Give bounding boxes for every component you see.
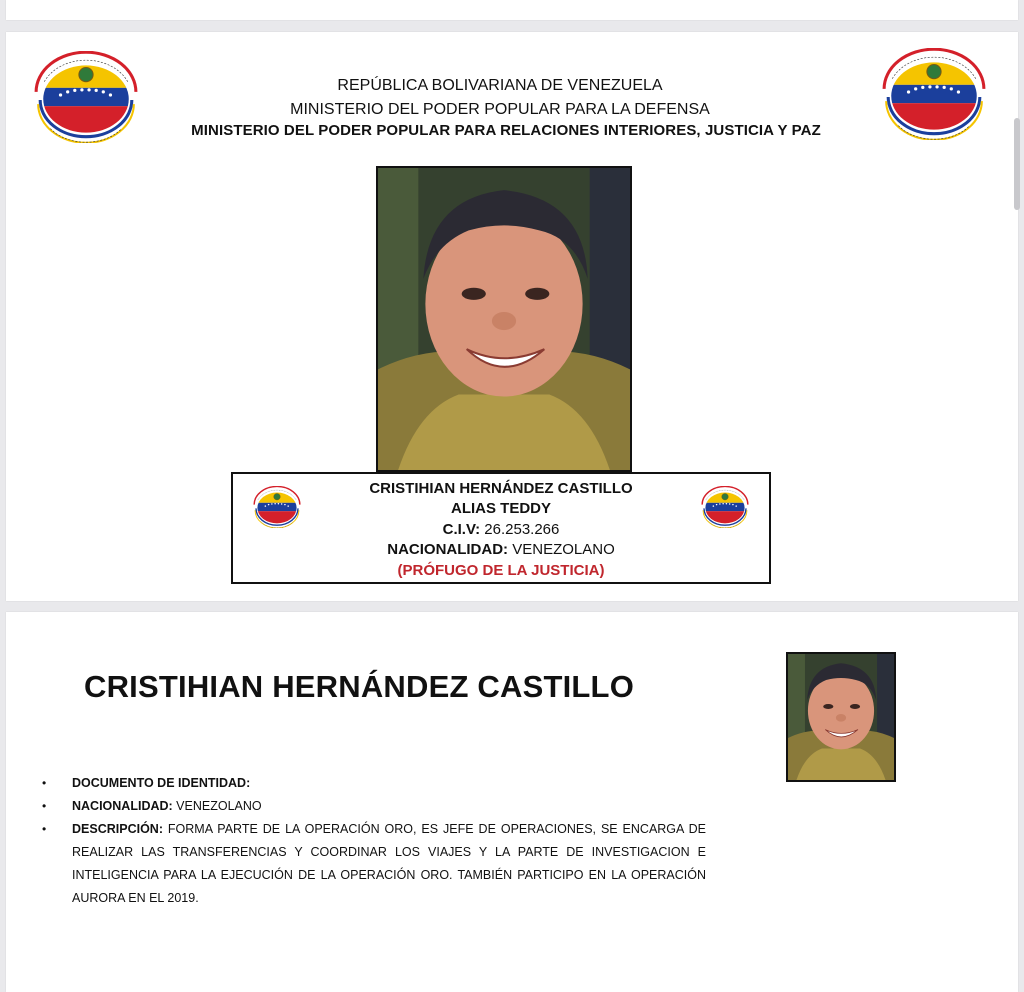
detail-list xyxy=(42,772,706,910)
previous-page-strip xyxy=(6,0,1018,20)
header-republic: REPÚBLICA BOLIVARIANA DE VENEZUELA xyxy=(337,77,663,94)
scrollbar-thumb[interactable] xyxy=(1014,118,1020,210)
suspect-name: CRISTIHIAN HERNÁNDEZ CASTILLO xyxy=(369,480,633,497)
list-item-nationality: • NACIONALIDAD: VENEZOLANO xyxy=(42,799,262,813)
detail-title: CRISTIHIAN HERNÁNDEZ CASTILLO xyxy=(84,669,635,704)
civ-value: 26.253.266 xyxy=(484,521,560,538)
identity-box xyxy=(231,472,771,584)
suspect-alias: ALIAS TEDDY xyxy=(450,500,551,517)
suspect-civ xyxy=(233,521,769,538)
status-badge: (PRÓFUGO DE LA JUSTICIA) xyxy=(397,562,605,579)
nationality-value: VENEZOLANO xyxy=(512,541,615,558)
civ-label: C.I.V: xyxy=(442,521,481,538)
list-item-description: • DESCRIPCIÓN: FORMA PARTE DE LA OPERACIÓN ORO, ES JEFE DE OPERACIONES, SE ENCARGA DE REALIZAR LAS TRANSFERENCIAS Y COORDINAR LOS VIAJES Y LA PARTE DE INVESTIGACION E INTELIGENCIA PARA LA EJECUCIÓN DE LA OPERACIÓN ORO. TAMBIÉN PARTICIPO EN LA OPERACIÓN AURORA EN EL 2019. xyxy=(42,822,706,905)
suspect-thumbnail xyxy=(786,652,896,782)
header-defense-ministry: MINISTERIO DEL PODER POPULAR PARA LA DEFENSA xyxy=(290,101,710,118)
list-item-document: • DOCUMENTO DE IDENTIDAD: xyxy=(42,776,251,790)
nationality-label: NACIONALIDAD: xyxy=(387,541,509,558)
detail-page xyxy=(6,612,1018,992)
suspect-photo xyxy=(376,166,632,472)
wanted-poster-page xyxy=(6,32,1018,601)
suspect-nationality xyxy=(233,541,769,558)
header-interior-ministry: MINISTERIO DEL PODER POPULAR PARA RELACIONES INTERIORES, JUSTICIA Y PAZ xyxy=(191,122,821,139)
